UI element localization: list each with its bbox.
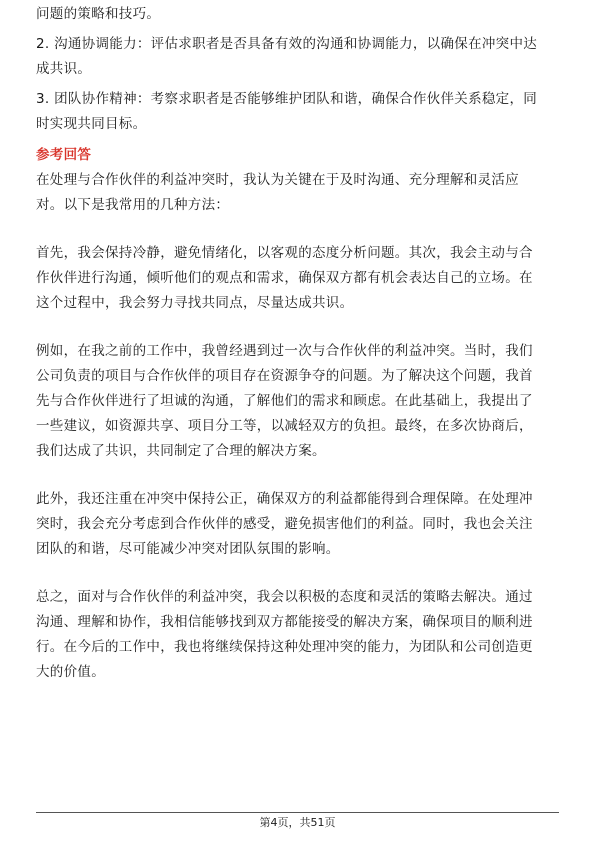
paragraph-1 xyxy=(36,241,564,316)
text-line: 我们达成了共识，共同制定了合理的解决方案。 xyxy=(36,443,326,459)
text-line: 团队的和谐，尽可能减少冲突对团队氛围的影响。 xyxy=(36,541,340,557)
paragraph-4 xyxy=(36,585,564,685)
intro-item-0 xyxy=(36,2,564,27)
text-line: 例如，在我之前的工作中，我曾经遇到过一次与合作伙伴的利益冲突。当时，我们 xyxy=(36,343,533,359)
text-line: 3. 团队协作精神：考察求职者是否能够维护团队和谐，确保合作伙伴关系稳定，同 xyxy=(36,91,538,107)
text-line: 沟通、理解和协作，我相信能够找到双方都能接受的解决方案，确保项目的顺利进 xyxy=(36,614,533,630)
text-line: 先与合作伙伴进行了坦诚的沟通，了解他们的需求和顾虑。在此基础上，我提出了 xyxy=(36,393,533,409)
text-line: 时实现共同目标。 xyxy=(36,116,147,132)
text-line: 在处理与合作伙伴的利益冲突时，我认为关键在于及时沟通、充分理解和灵活应 xyxy=(36,172,519,188)
text-line: 这个过程中，我会努力寻找共同点，尽量达成共识。 xyxy=(36,295,354,311)
text-line: 一些建议，如资源共享、项目分工等，以减轻双方的负担。最终，在多次协商后， xyxy=(36,418,533,434)
text-line: 行。在今后的工作中，我也将继续保持这种处理冲突的能力，为团队和公司创造更 xyxy=(36,639,533,655)
text-line: 突时，我会充分考虑到合作伙伴的感受，避免损害他们的利益。同时，我也会关注 xyxy=(36,516,533,532)
answer-heading: 参考回答 xyxy=(36,147,92,163)
text-line: 成共识。 xyxy=(36,61,92,77)
text-line: 总之，面对与合作伙伴的利益冲突，我会以积极的态度和灵活的策略去解决。通过 xyxy=(36,589,533,605)
text-line: 问题的策略和技巧。 xyxy=(36,6,161,22)
page-number: 第4页，共51页 xyxy=(259,816,336,829)
text-line: 对。以下是我常用的几种方法： xyxy=(36,197,230,213)
page-content xyxy=(36,2,564,685)
text-line: 首先，我会保持冷静，避免情绪化，以客观的态度分析问题。其次，我会主动与合 xyxy=(36,245,533,261)
text-line: 此外，我还注重在冲突中保持公正，确保双方的利益都能得到合理保障。在处理冲 xyxy=(36,491,533,507)
paragraph-0 xyxy=(36,168,564,218)
paragraph-2 xyxy=(36,339,564,464)
text-line: 大的价值。 xyxy=(36,664,105,680)
text-line: 作伙伴进行沟通，倾听他们的观点和需求，确保双方都有机会表达自己的立场。在 xyxy=(36,270,533,286)
text-line: 2. 沟通协调能力：评估求职者是否具备有效的沟通和协调能力，以确保在冲突中达 xyxy=(36,36,538,52)
footer-divider xyxy=(36,812,559,813)
intro-item-communication xyxy=(36,32,564,82)
intro-item-teamwork xyxy=(36,87,564,137)
text-line: 公司负责的项目与合作伙伴的项目存在资源争夺的问题。为了解决这个问题，我首 xyxy=(36,368,533,384)
paragraph-3 xyxy=(36,487,564,562)
